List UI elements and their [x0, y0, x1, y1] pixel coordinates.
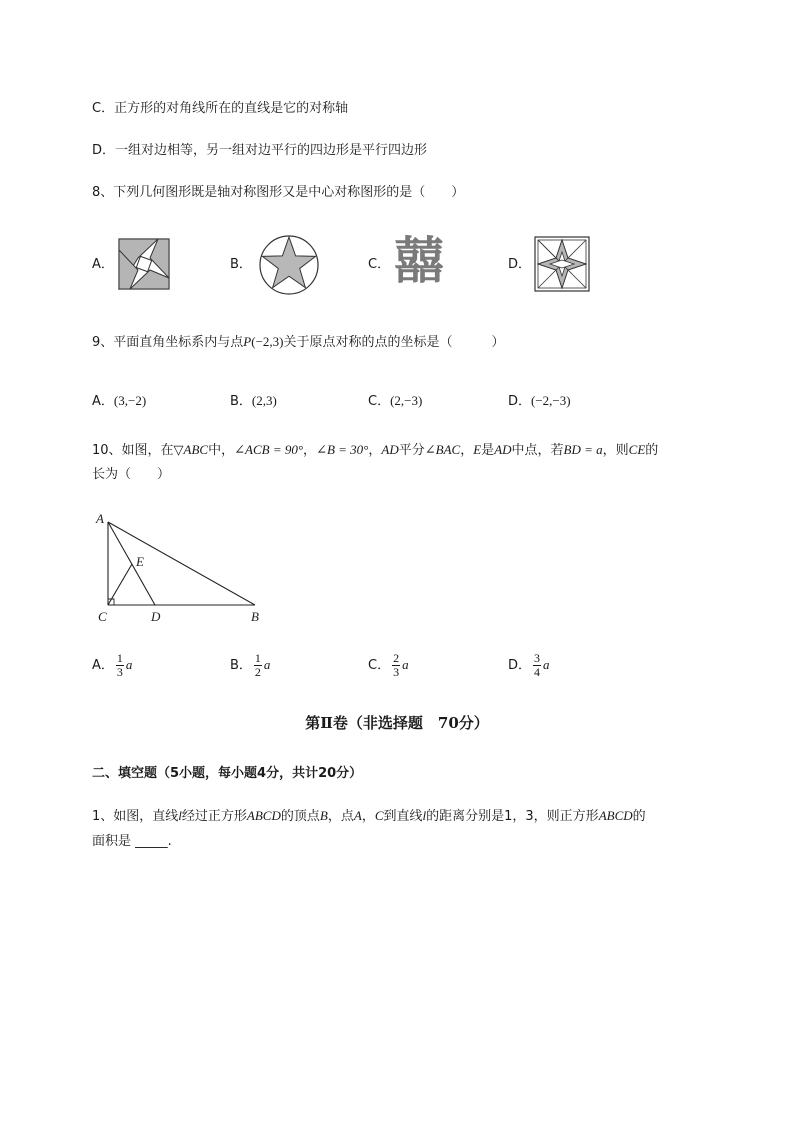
side-ab [108, 522, 255, 605]
q10-stem-line2: 长为（ ） [92, 467, 171, 482]
q7-option-d: D．一组对边相等，另一组对边平行的四边形是平行四边形 [92, 143, 428, 158]
label-c: C [98, 609, 107, 624]
q8-figure-b-star-in-circle [258, 234, 320, 296]
label-a: A [96, 511, 104, 526]
section-2-title: 第Ⅱ卷（非选择题 70分） [305, 714, 489, 732]
q8-label-c: C． [368, 257, 391, 272]
q7-option-c: C．正方形的对角线所在的直线是它的对称轴 [92, 101, 349, 116]
q10-option-a: A． $\frac{1}{3}$ a [92, 651, 133, 679]
q8-label-a: A． [92, 257, 114, 272]
section-2-heading: 二、填空题（5小题，每小题4分，共计20分） [92, 766, 363, 781]
label-d: D [151, 609, 161, 624]
q10-option-d: D． $\frac{3}{4}$ a [508, 651, 550, 679]
q9-option-d: D．(−2,−3) [508, 393, 571, 409]
label-b: B [251, 609, 259, 624]
fill-q1-line2: 面积是 _____. [92, 834, 172, 849]
q10-stem-line1: 10、如图，在▽ABC中，∠ACB = 90°，∠B = 30°，AD平分∠BAC，E是AD中点，若BD = a，则CE的 [92, 442, 659, 458]
q9-option-b: B．(2,3) [230, 393, 277, 409]
q10-triangle-figure [92, 508, 272, 628]
q10-option-c: C． $\frac{2}{3}$ a [368, 651, 409, 679]
q8-stem: 8、下列几何图形既是轴对称图形又是中心对称图形的是（ ） [92, 185, 465, 200]
label-e: E [136, 554, 144, 569]
q9-option-c: C．(2,−3) [368, 393, 423, 409]
q8-label-d: D． [508, 257, 532, 272]
q9-stem: 9、平面直角坐标系内与点P(−2,3)关于原点对称的点的坐标是（ ） [92, 334, 505, 350]
q8-label-b: B． [230, 257, 252, 272]
q8-figure-a-pinwheel-square [118, 238, 170, 290]
q9-option-a: A．(3,−2) [92, 393, 147, 409]
q8-figure-c-double-happiness: 囍 [394, 232, 444, 290]
q8-figure-d-star-square [534, 236, 590, 292]
fill-q1-line1: 1、如图，直线l经过正方形ABCD的顶点B，点A，C到直线l的距离分别是1，3，则正方形ABCD的 [92, 808, 646, 824]
q10-option-b: B． $\frac{1}{2}$ a [230, 651, 271, 679]
